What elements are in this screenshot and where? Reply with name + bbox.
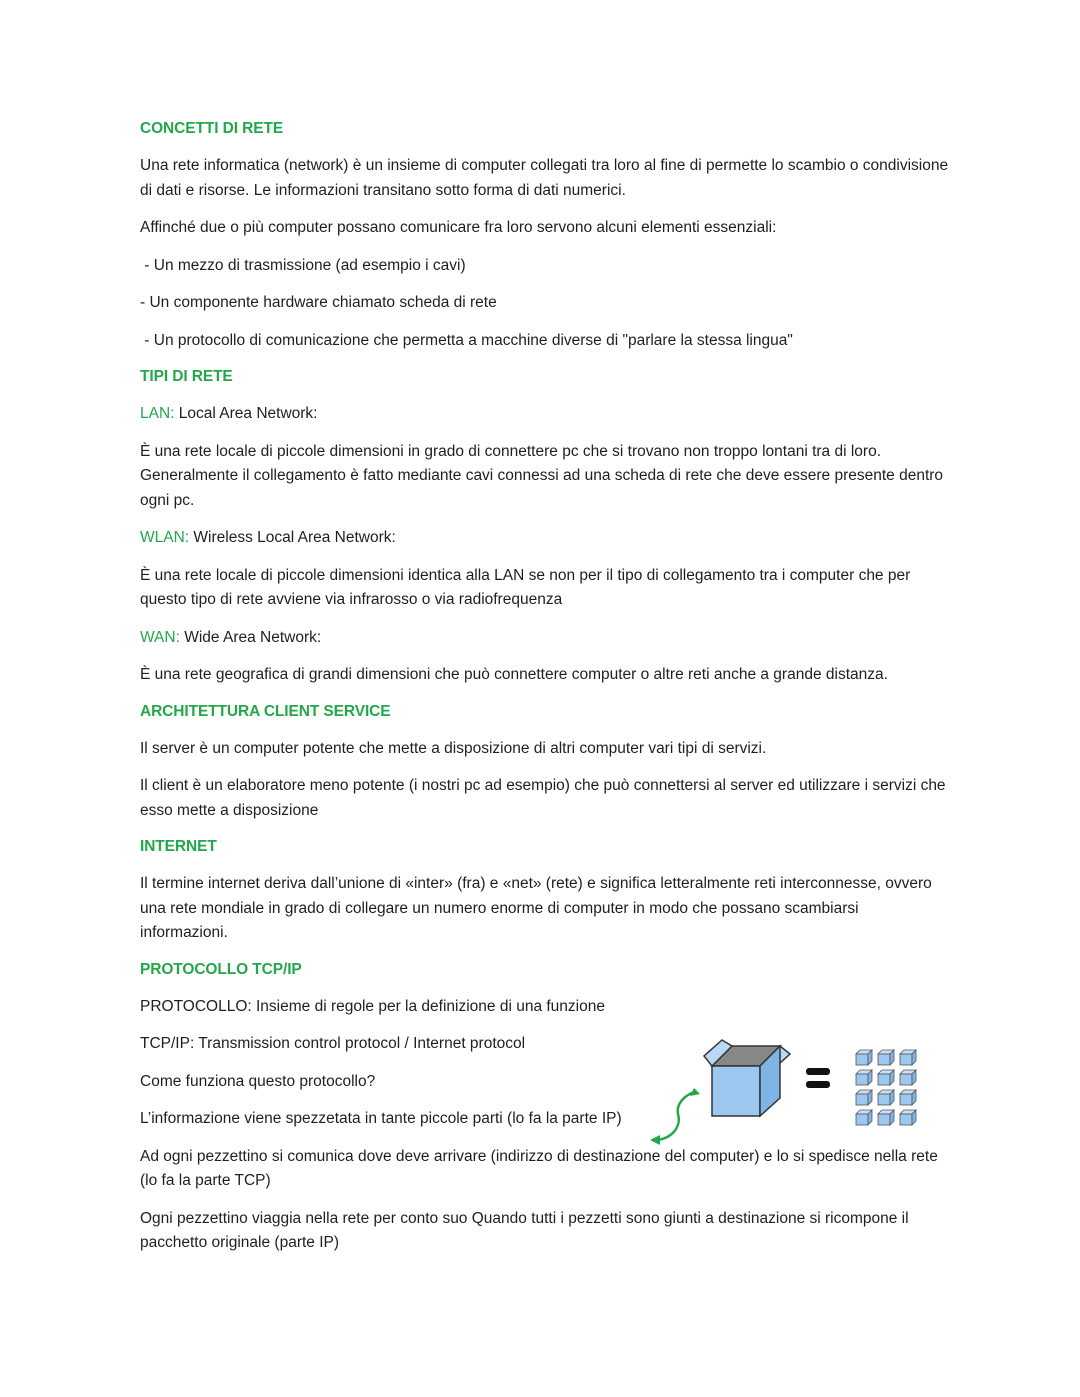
small-boxes-grid-icon (856, 1050, 916, 1125)
paragraph: TCP/IP: Transmission control protocol / Internet protocol (140, 1035, 526, 1052)
list-item: - Un protocollo di comunicazione che permetta a macchine diverse di "parlare la stessa lingua" (140, 331, 793, 349)
lan-name: Local Area Network: (174, 405, 318, 422)
small-box-icon (900, 1090, 916, 1105)
wan-label: WAN: (140, 628, 180, 646)
small-box-icon (900, 1070, 916, 1085)
paragraph: Una rete informatica (network) è un insieme di computer collegati tra loro al fine di permette lo scambio o condivisione di dati e risorse. Le informazioni transitano sotto forma di dati numerici. (140, 157, 949, 199)
heading-tcp: PROTOCOLLO TCP/IP (140, 960, 302, 978)
list-item: - Un componente hardware chiamato scheda di rete (140, 294, 497, 311)
equals-icon (806, 1068, 830, 1088)
small-box-icon (856, 1050, 872, 1065)
wlan-term (140, 526, 950, 551)
curved-arrow-icon (650, 1088, 700, 1145)
list-item: - Un mezzo di trasmissione (ad esempio i cavi) (140, 256, 466, 274)
wan-description: È una rete geografica di grandi dimensioni che può connettere computer o altre reti anche a grande distanza. (140, 666, 888, 683)
heading-concetti: CONCETTI DI RETE (140, 120, 284, 137)
wlan-name: Wireless Local Area Network: (189, 529, 396, 546)
paragraph: Ogni pezzettino viaggia nella rete per conto suo Quando tutti i pezzetti sono giunti a destinazione si ricompone il pacchetto originale (parte IP) (140, 1209, 909, 1251)
paragraph: PROTOCOLLO: Insieme di regole per la definizione di una funzione (140, 997, 605, 1015)
tcp-text-block (140, 995, 660, 1132)
paragraph: Il termine internet deriva dall’unione di «inter» (fra) e «net» (rete) e significa letteralmente reti interconnesse, ovvero una rete mondiale in grado di collegare un numero enorme di computer in modo che possano scambiarsi informazioni. (140, 875, 932, 941)
paragraph: Ad ogni pezzettino si comunica dove deve arrivare (indirizzo di destinazione del computer) e lo si spedisce nella rete (lo fa la parte TCP) (140, 1147, 938, 1189)
paragraph: Come funziona questo protocollo? (140, 1072, 376, 1090)
small-box-icon (856, 1090, 872, 1105)
small-box-icon (900, 1110, 916, 1125)
wan-name: Wide Area Network: (179, 628, 322, 646)
heading-tipi: TIPI DI RETE (140, 368, 233, 385)
small-box-icon (856, 1110, 872, 1125)
paragraph: L’informazione viene spezzetata in tante piccole parti (lo fa la parte IP) (140, 1110, 622, 1127)
wlan-label: WLAN: (140, 529, 190, 546)
small-box-icon (856, 1070, 872, 1085)
small-box-icon (878, 1110, 894, 1125)
heading-internet: INTERNET (140, 838, 217, 855)
small-box-icon (900, 1050, 916, 1065)
small-box-icon (878, 1050, 894, 1065)
heading-architettura: ARCHITETTURA CLIENT SERVICE (140, 702, 391, 720)
small-box-icon (878, 1090, 894, 1105)
small-box-icon (878, 1070, 894, 1085)
lan-label: LAN: (140, 405, 175, 422)
open-box-icon (704, 1040, 790, 1116)
wan-term (140, 626, 950, 651)
paragraph: Affinché due o più computer possano comunicare fra loro servono alcuni elementi essenziali: (140, 219, 777, 236)
lan-term (140, 402, 950, 427)
paragraph: Il server è un computer potente che mette a disposizione di altri computer vari tipi di servizi. (140, 739, 767, 757)
packet-split-svg (648, 1036, 928, 1148)
lan-description: È una rete locale di piccole dimensioni in grado di connettere pc che si trovano non troppo lontani tra di loro. Generalmente il collegamento è fatto mediante cavi connessi ad una scheda di rete che deve essere presente dentro ogni pc. (140, 442, 944, 509)
wlan-description: È una rete locale di piccole dimensioni identica alla LAN se non per il tipo di collegamento tra i computer che per questo tipo di rete avviene via infrarosso o via radiofrequenza (140, 566, 911, 608)
paragraph: Il client è un elaboratore meno potente (i nostri pc ad esempio) che può connettersi al server ed utilizzare i servizi che esso mette a disposizione (140, 777, 946, 819)
packet-split-figure (648, 1036, 928, 1148)
